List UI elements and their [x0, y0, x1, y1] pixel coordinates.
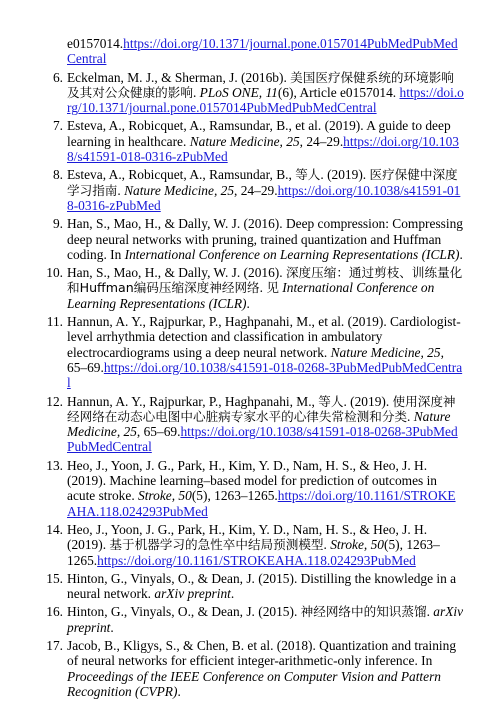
doi-link[interactable]: https://doi.org/10.1161/STROKEAHA.118.024293PubMed — [97, 552, 416, 568]
ref-number: 8. — [52, 167, 63, 183]
ref-tail: . — [177, 683, 181, 699]
ref-punct: . — [323, 537, 331, 553]
ref-etal-cjk: 等人 — [295, 167, 321, 183]
doi-link[interactable]: https://doi.org/10.1161/STROKEAHA.118.024293PubMed — [67, 488, 456, 519]
ref-number: 7. — [52, 118, 63, 134]
reference-item-17 — [0, 638, 500, 699]
ref-tail: . — [110, 619, 114, 635]
ref-authors: Han, S., Mao, H., & Dally, W. J. (2016). Deep compression: Compressing deep neural networks with pruning, trained quantization and Huffman coding. In — [67, 216, 463, 262]
ref-authors: Esteva, A., Robicquet, A., Ramsundar, B., — [67, 167, 296, 183]
reference-item-7 — [0, 118, 500, 164]
ref-number: 9. — [52, 216, 63, 232]
doi-link[interactable]: https://doi.org/10.1371/journal.pone.0157014PubMedPubMedCentral — [67, 36, 458, 67]
ref-number: 14. — [46, 521, 63, 537]
reference-item-12 — [0, 394, 500, 455]
ref-tail: (5), 1263–1265. — [191, 488, 278, 504]
ref-journal: Stroke, 50 — [330, 537, 385, 553]
ref-year: . (2019). — [343, 393, 393, 409]
ref-number: 15. — [46, 570, 63, 586]
ref-title-cjk: 神经网络中的知识蒸馏 — [300, 604, 427, 620]
ref-tail: , 24–29. — [234, 182, 278, 198]
ref-tail: (5), 1263–1265. — [67, 537, 440, 568]
ref-text: e0157014. — [67, 36, 124, 51]
reference-item-9 — [0, 216, 500, 262]
ref-authors: Hannun, A. Y., Rajpurkar, P., Haghpanahi, M., — [67, 393, 319, 409]
reference-list — [0, 36, 500, 702]
ref-number: 13. — [46, 457, 63, 473]
ref-tail: (6), Article e0157014. — [277, 84, 397, 100]
ref-tail: . — [230, 586, 235, 602]
ref-in-cjk: 见 — [266, 280, 279, 296]
ref-number: 16. — [46, 604, 63, 620]
ref-journal: arXiv preprint — [67, 604, 464, 635]
ref-authors: Heo, J., Yoon, J. G., Park, H., Kim, Y. D., Nam, H. S., & Heo, J. H. (2019). Machine learning–based model for prediction of outcomes in acute stroke. — [67, 457, 437, 504]
ref-punct: . — [426, 604, 434, 620]
ref-number: 6. — [52, 69, 63, 85]
ref-journal: Stroke, 50 — [138, 488, 192, 504]
doi-link[interactable]: https://doi.org/10.1038/s41591-018-0268-3PubMedPubMedCentral — [67, 424, 458, 455]
ref-punct: . — [259, 280, 267, 296]
reference-item-13 — [0, 458, 500, 519]
reference-item-11 — [0, 314, 500, 390]
ref-journal: Proceedings of the IEEE Conference on Computer Vision and Pattern Recognition (CVPR) — [67, 668, 441, 699]
ref-authors: Hinton, G., Vinyals, O., & Dean, J. (2015). Distilling the knowledge in a neural network. — [67, 570, 457, 602]
ref-authors: Esteva, A., Robicquet, A., Ramsundar, B., et al. (2019). A guide to deep learning in healthcare. — [67, 118, 451, 149]
ref-journal: International Conference on Learning Representations (ICLR) — [124, 246, 460, 262]
reference-item-10 — [0, 265, 500, 311]
reference-item-15 — [0, 571, 500, 602]
ref-authors: Heo, J., Yoon, J. G., Park, H., Kim, Y. D., Nam, H. S., & Heo, J. H. (2019). — [67, 521, 428, 553]
reference-continuation — [0, 36, 500, 67]
ref-title-cjk: 基于机器学习的急性卒中结局预测模型 — [109, 537, 324, 553]
ref-journal: arXiv preprint — [154, 586, 231, 602]
ref-authors: Eckelman, M. J., & Sherman, J. (2016b). — [67, 69, 291, 85]
ref-journal: PLoS ONE, 11 — [199, 84, 278, 100]
ref-authors: Han, S., Mao, H., & Dally, W. J. (2016). — [67, 265, 286, 281]
ref-tail: , 24–29. — [299, 133, 344, 149]
ref-authors: Hinton, G., Vinyals, O., & Dean, J. (2015). — [67, 604, 301, 620]
reference-item-8 — [0, 167, 500, 213]
ref-number: 17. — [46, 637, 63, 653]
ref-journal: Nature Medicine, 25 — [124, 182, 235, 198]
ref-number: 10. — [46, 265, 63, 281]
doi-link[interactable]: https://doi.org/10.1038/s41591-018-0316-zPubMed — [67, 133, 459, 165]
reference-item-6 — [0, 70, 500, 116]
ref-journal: Nature Medicine, 25 — [67, 408, 451, 440]
ref-journal: Nature Medicine, 25 — [189, 133, 300, 149]
ref-number: 12. — [46, 393, 63, 409]
ref-number: 11. — [46, 314, 63, 330]
ref-authors: Jacob, B., Kligys, S., & Chen, B. et al. (2018). Quantization and training of neural networks for efficient integer-arithmetic-only inference. In — [67, 637, 457, 669]
ref-punct: . — [117, 182, 125, 198]
ref-punct: . — [192, 84, 200, 100]
ref-journal: International Conference on Learning Representations (ICLR) — [67, 280, 435, 311]
ref-tail: , 65–69. — [67, 344, 444, 375]
reference-item-14 — [0, 522, 500, 568]
ref-punct: . — [407, 408, 414, 424]
reference-item-16 — [0, 604, 500, 635]
ref-etal-cjk: 等人 — [318, 393, 344, 409]
ref-title-cjk: 深度压缩：通过剪枝、训练量化和Huffman编码压缩深度神经网络 — [67, 265, 463, 296]
doi-link[interactable]: https://doi.org/10.1371/journal.pone.0157014PubMedPubMedCentral — [67, 84, 464, 116]
ref-tail: . — [459, 246, 463, 262]
ref-tail: , 65–69. — [136, 424, 181, 440]
ref-year: . (2019). — [320, 167, 370, 183]
doi-link[interactable]: https://doi.org/10.1038/s41591-018-0316-zPubMed — [67, 182, 461, 213]
ref-authors: Hannun, A. Y., Rajpurkar, P., Haghpanahi, M., et al. (2019). Cardiologist-level arrhythmia detection and classification in ambulatory electrocardiograms using a deep neural network. — [67, 314, 461, 360]
ref-title-cjk: 医疗保健中深度学习指南 — [67, 167, 458, 198]
ref-tail: . — [246, 295, 250, 311]
ref-title-cjk: 美国医疗保健系统的环境影响及其对公众健康的影响 — [67, 69, 454, 100]
ref-journal: Nature Medicine, 25 — [330, 344, 441, 360]
doi-link[interactable]: https://doi.org/10.1038/s41591-018-0268-3PubMedPubMedCentral — [67, 359, 463, 391]
ref-title-cjk: 使用深度神经网络在动态心电图中心脏病专家水平的心律失常检测和分类 — [67, 393, 456, 424]
